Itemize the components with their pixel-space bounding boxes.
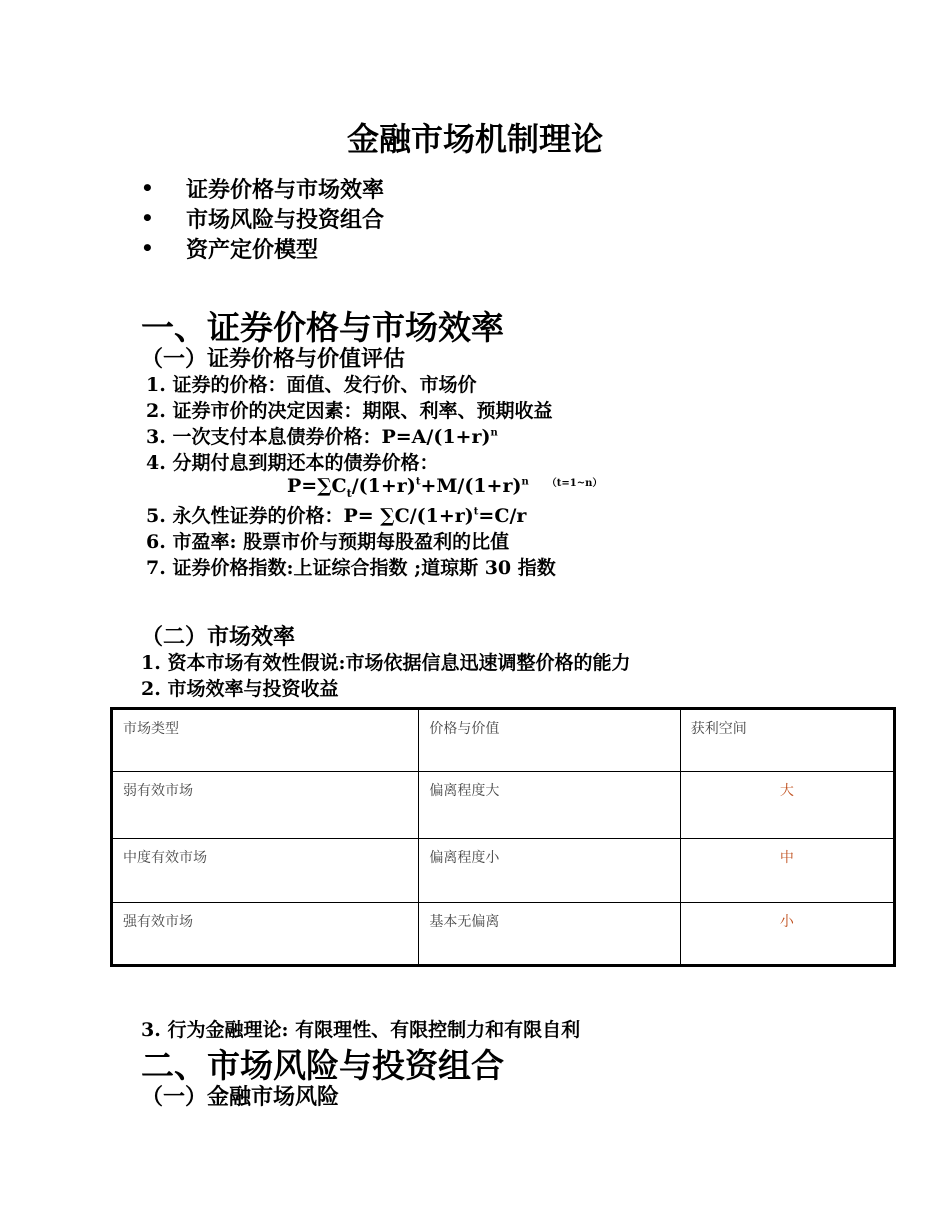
outline-item-1: 证券价格与市场效率	[186, 177, 385, 203]
list-item: 4. 分期付息到期还本的债券价格：	[146, 452, 439, 474]
table-cell: 偏离程度小	[419, 839, 680, 902]
table-header-cell: 市场类型	[112, 709, 419, 772]
formula-range: （t=1~n）	[546, 478, 603, 489]
table-cell: 弱有效市场	[112, 772, 419, 839]
table-row	[112, 772, 895, 839]
bullet-marker: •	[141, 236, 154, 260]
subsection-heading: （一）金融市场风险	[141, 1084, 340, 1110]
subsection-heading: （二）市场效率	[141, 624, 296, 650]
list-item	[146, 422, 498, 449]
subscript: t	[346, 486, 352, 500]
bond-price-formula	[287, 475, 603, 500]
section2-heading: 二、市场风险与投资组合	[141, 1046, 504, 1085]
page-title: 金融市场机制理论	[346, 120, 603, 158]
formula-text: 3. 一次支付本息债券价格：P=A/(1+r)	[146, 426, 491, 448]
table-header-row	[112, 709, 895, 772]
table-cell: 强有效市场	[112, 902, 419, 965]
formula-text: +M/(1+r)	[420, 475, 522, 497]
table-cell: 小	[680, 902, 894, 965]
formula-text: P=∑C	[287, 475, 347, 497]
market-efficiency-table	[110, 707, 896, 967]
section1-heading: 一、证券价格与市场效率	[141, 308, 504, 347]
superscript: t	[473, 506, 479, 518]
outline-item-2: 市场风险与投资组合	[186, 207, 385, 233]
superscript: n	[521, 476, 529, 488]
formula-text: /(1+r)	[351, 475, 416, 497]
subsection-heading: （一）证券价格与价值评估	[141, 346, 406, 372]
table-cell: 大	[680, 772, 894, 839]
list-item: 7. 证券价格指数:上证综合指数 ;道琼斯 30 指数	[146, 557, 556, 579]
list-item	[146, 501, 526, 528]
list-item: 2. 证券市价的决定因素：期限、利率、预期收益	[146, 400, 553, 422]
superscript: n	[490, 427, 498, 439]
list-item: 2. 市场效率与投资收益	[141, 678, 339, 700]
table-cell: 偏离程度大	[419, 772, 680, 839]
formula-text: =C/r	[478, 505, 527, 527]
list-item: 6. 市盈率: 股票市价与预期每股盈利的比值	[146, 531, 510, 553]
list-item: 1. 证券的价格：面值、发行价、市场价	[146, 374, 477, 396]
table-cell: 中度有效市场	[112, 839, 419, 902]
table-cell: 中	[680, 839, 894, 902]
table-header-cell: 价格与价值	[419, 709, 680, 772]
table-header-cell: 获利空间	[680, 709, 894, 772]
superscript: t	[415, 476, 421, 488]
list-item: 1. 资本市场有效性假说:市场依据信息迅速调整价格的能力	[141, 652, 631, 674]
outline-item-3: 资产定价模型	[186, 237, 319, 263]
table-cell: 基本无偏离	[419, 902, 680, 965]
table-row	[112, 902, 895, 965]
bullet-marker: •	[141, 206, 154, 230]
bullet-marker: •	[141, 176, 154, 200]
table-row	[112, 839, 895, 902]
formula-text: 5. 永久性证券的价格：P= ∑C/(1+r)	[146, 505, 474, 527]
list-item: 3. 行为金融理论: 有限理性、有限控制力和有限自利	[141, 1019, 581, 1041]
